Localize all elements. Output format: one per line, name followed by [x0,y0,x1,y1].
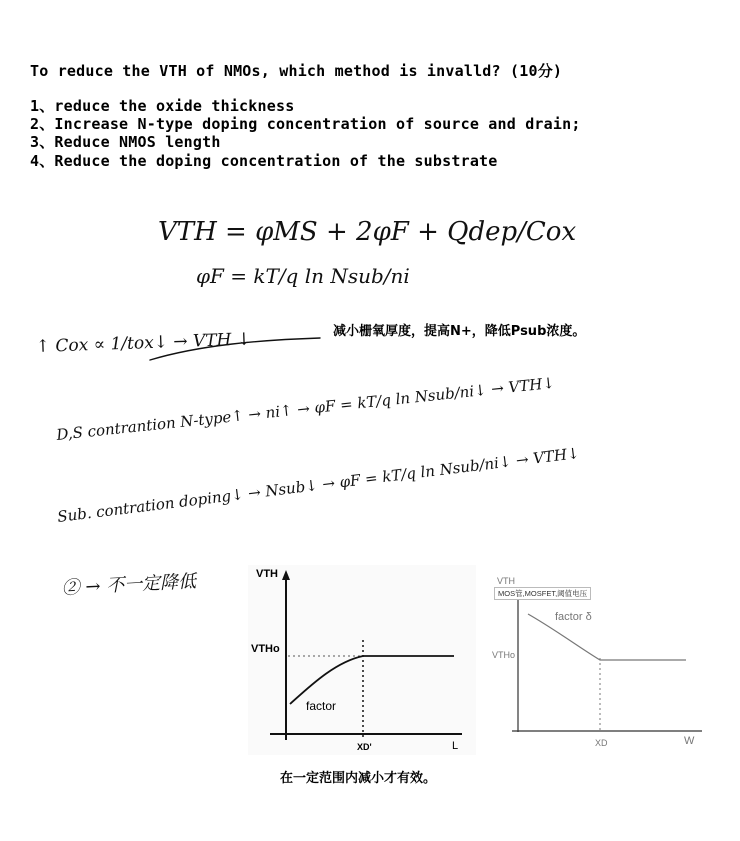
chart2-curve [528,614,686,660]
question-text: To reduce the VTH of NMOs, which method is invalld? (10分) [30,62,563,80]
note-range: 在一定范围内减小才有效。 [280,771,437,786]
option-1: 1、reduce the oxide thickness [30,97,295,115]
option-4: 4、Reduce the doping concentration of the substrate [30,151,498,170]
hand-line-1: ↑ Cox ∝ 1/tox↓ → VTH ↓ [35,329,252,357]
hand-line-4: ② → 不一定降低 [61,570,197,599]
formula-vth: VTH = φMS + 2φF + Qdep/Cox [158,217,577,247]
hand-line-2: D,S contrantion N-type↑ → ni↑ → φF = kT/q ln Nsub/ni↓ → VTH↓ [55,373,556,444]
formula-phi-f: φF = kT/q ln Nsub/ni [196,264,410,288]
chart1-y-ref-label: VTHo [251,643,280,655]
chart2-curve-label: factor δ [555,611,592,623]
chart2-y-label: VTH [497,576,515,586]
option-3: 3、Reduce NMOS length [30,133,221,152]
chart2-title-box: MOS管,MOSFET,阈值电压 [494,587,591,600]
chart2-x-axis-label: W [684,735,695,747]
option-2: 2、Increase N-type doping concentration of source and drain; [30,115,581,134]
chart1-curve-label: factor [306,699,337,713]
hand-line-3: Sub. contration doping↓ → Nsub↓ → φF = kT/q ln Nsub/ni↓ → VTH↓ [56,444,581,526]
note-summary: 减小栅氧厚度，提高N+，降低Psub浓度。 [333,324,586,339]
chart2-y-ref-label: VTHo [492,650,516,660]
chart1-y-label: VTH [256,568,278,580]
chart2-x-mark-label: XD [595,738,608,748]
chart1-x-axis-label: L [452,740,459,752]
chart1-x-mark-label: XD' [357,742,372,752]
